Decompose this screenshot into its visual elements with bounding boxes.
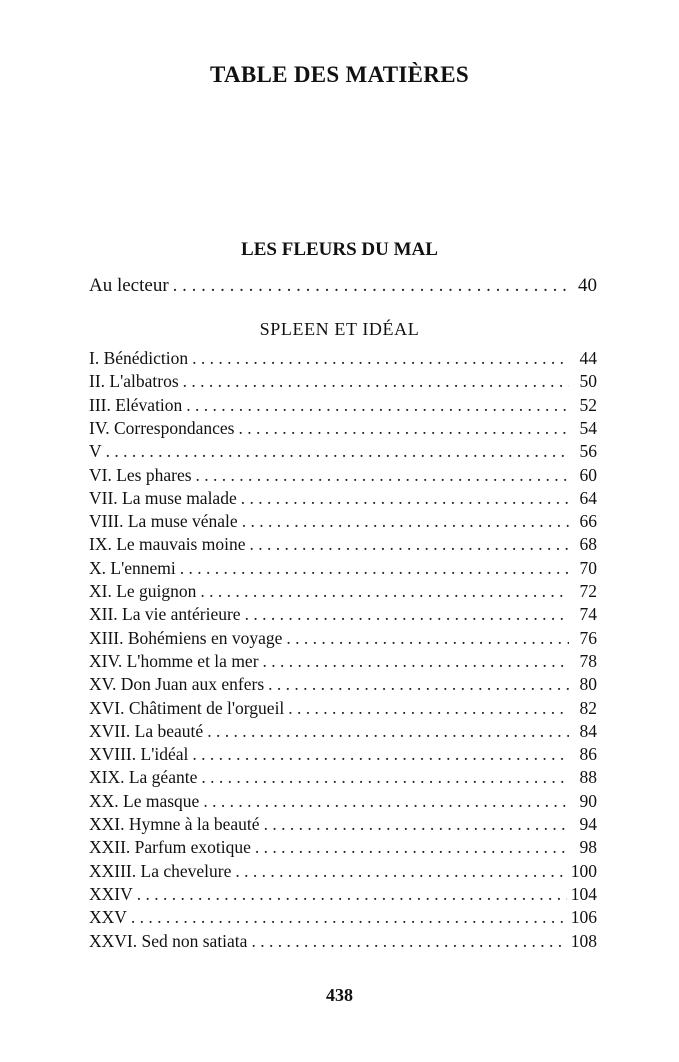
toc-entry-page: 44 [579,348,597,368]
toc-entry-label: V [89,441,102,462]
toc-entry[interactable] [89,510,597,532]
toc-entry[interactable] [89,766,597,788]
toc-entry-page: 66 [579,511,597,532]
toc-entry-page: 108 [570,930,597,951]
toc-entry-page: 98 [579,837,597,858]
toc-entry-label: IV. Correspondances [89,417,235,438]
toc-entry[interactable] [89,603,597,625]
dot-leader [131,906,567,928]
toc-entry[interactable] [89,860,597,882]
toc-entry[interactable] [89,394,597,416]
toc-entry-page: 40 [578,275,597,296]
page-number: 438 [326,985,353,1005]
dot-leader [249,533,569,555]
toc-entry[interactable] [89,883,597,905]
section-title: LES FLEURS DU MAL [241,239,438,260]
toc-entry-label: XIII. Bohémiens en voyage [89,627,283,648]
dot-leader [245,603,569,625]
toc-entry-page: 76 [579,627,597,648]
toc-entry[interactable] [89,697,597,719]
dot-leader [264,813,569,835]
toc-entry-label: XI. Le guignon [89,581,197,601]
dot-leader [238,417,569,439]
toc-entry-page: 100 [570,860,597,881]
toc-entry-page: 86 [579,744,597,765]
dot-leader [200,580,569,602]
toc-entry-label: VIII. La muse vénale [89,511,238,532]
dot-leader [196,464,569,486]
toc-entry-label: XVIII. L'idéal [89,744,189,765]
toc-entry-page: 82 [579,697,597,718]
toc-entry[interactable] [89,464,597,486]
toc-entry-label: XV. Don Juan aux enfers [89,674,265,695]
dot-leader [241,487,569,509]
toc-entry-label: XII. La vie antérieure [89,604,241,625]
toc-entry[interactable] [89,627,597,649]
toc-entry-label: XXVI. Sed non satiata [89,930,248,951]
dot-leader [255,836,569,858]
dot-leader [242,510,569,532]
dot-leader [251,930,566,952]
toc-entry[interactable] [89,906,597,928]
toc-entry[interactable] [89,790,597,812]
toc-entry-label: XX. Le masque [89,790,200,811]
toc-entry[interactable] [89,557,597,579]
toc-entry-label: X. L'ennemi [89,557,176,578]
toc-entry-label: VII. La muse malade [89,487,237,508]
toc-entry-label: XXII. Parfum exotique [89,837,251,858]
toc-entry-page: 64 [579,487,597,508]
toc-entry-page: 56 [579,441,597,462]
toc-entry-page: 72 [579,581,597,601]
dot-leader [183,370,569,392]
toc-entry[interactable] [89,650,597,672]
toc-entry-page: 94 [579,814,597,834]
toc-entry[interactable] [89,347,597,369]
toc-entry[interactable] [89,370,597,392]
subsection-title: SPLEEN ET IDÉAL [259,319,420,339]
toc-entry[interactable] [89,743,597,765]
page-title: TABLE DES MATIÈRES [210,62,469,87]
toc-entry[interactable] [89,440,597,462]
dot-leader [186,394,569,416]
dot-leader [268,673,569,695]
toc-entry[interactable] [89,836,597,858]
toc-entry-label: XXIII. La chevelure [89,860,232,881]
toc-entry[interactable] [89,533,597,555]
toc-entry-label: XXIV [89,883,133,904]
toc-entry-label: XIV. L'homme et la mer [89,650,259,671]
toc-entry[interactable] [89,580,597,602]
toc-entry-au-lecteur[interactable] [89,275,597,297]
dot-leader [207,720,569,742]
toc-entry[interactable] [89,930,597,952]
dot-leader [288,697,569,719]
toc-entry[interactable] [89,417,597,439]
dot-leader [192,347,569,369]
toc-entry-label: XIX. La géante [89,767,198,788]
toc-entry-label: III. Elévation [89,394,183,415]
dot-leader [235,860,566,882]
toc-entry-page: 50 [579,371,597,392]
dot-leader [203,790,569,812]
dot-leader [173,275,569,297]
toc-entry-page: 90 [579,790,597,811]
toc-entry-page: 70 [579,557,597,578]
toc-entry-page: 60 [579,464,597,485]
dot-leader [180,557,569,579]
toc-entry[interactable] [89,813,597,835]
toc-entry-label: XVI. Châtiment de l'orgueil [89,697,285,718]
toc-entry-page: 78 [579,650,597,671]
toc-entry-label: Au lecteur [89,275,169,296]
toc-entry[interactable] [89,487,597,509]
toc-entry[interactable] [89,720,597,742]
toc-entry-page: 88 [579,767,597,788]
toc-entry-page: 74 [579,604,597,625]
toc-entry-page: 80 [579,674,597,695]
dot-leader [263,650,569,672]
toc-entry-label: XVII. La beauté [89,720,204,741]
toc-entry-page: 106 [570,907,597,928]
toc-entry-label: XXV [89,907,127,928]
toc-entry-page: 84 [579,720,597,741]
dot-leader [201,766,569,788]
dot-leader [137,883,567,905]
toc-entry[interactable] [89,673,597,695]
dot-leader [286,627,569,649]
toc-entry-label: IX. Le mauvais moine [89,534,246,555]
toc-entry-page: 104 [570,883,597,904]
toc-entry-label: I. Bénédiction [89,348,189,368]
toc-entry-page: 52 [579,394,597,415]
toc-entry-page: 68 [579,534,597,555]
dot-leader [192,743,569,765]
toc-entry-label: VI. Les phares [89,464,192,485]
toc-entry-label: II. L'albatros [89,371,179,392]
dot-leader [106,440,569,462]
toc-entry-page: 54 [579,417,597,438]
toc-entry-label: XXI. Hymne à la beauté [89,814,260,834]
